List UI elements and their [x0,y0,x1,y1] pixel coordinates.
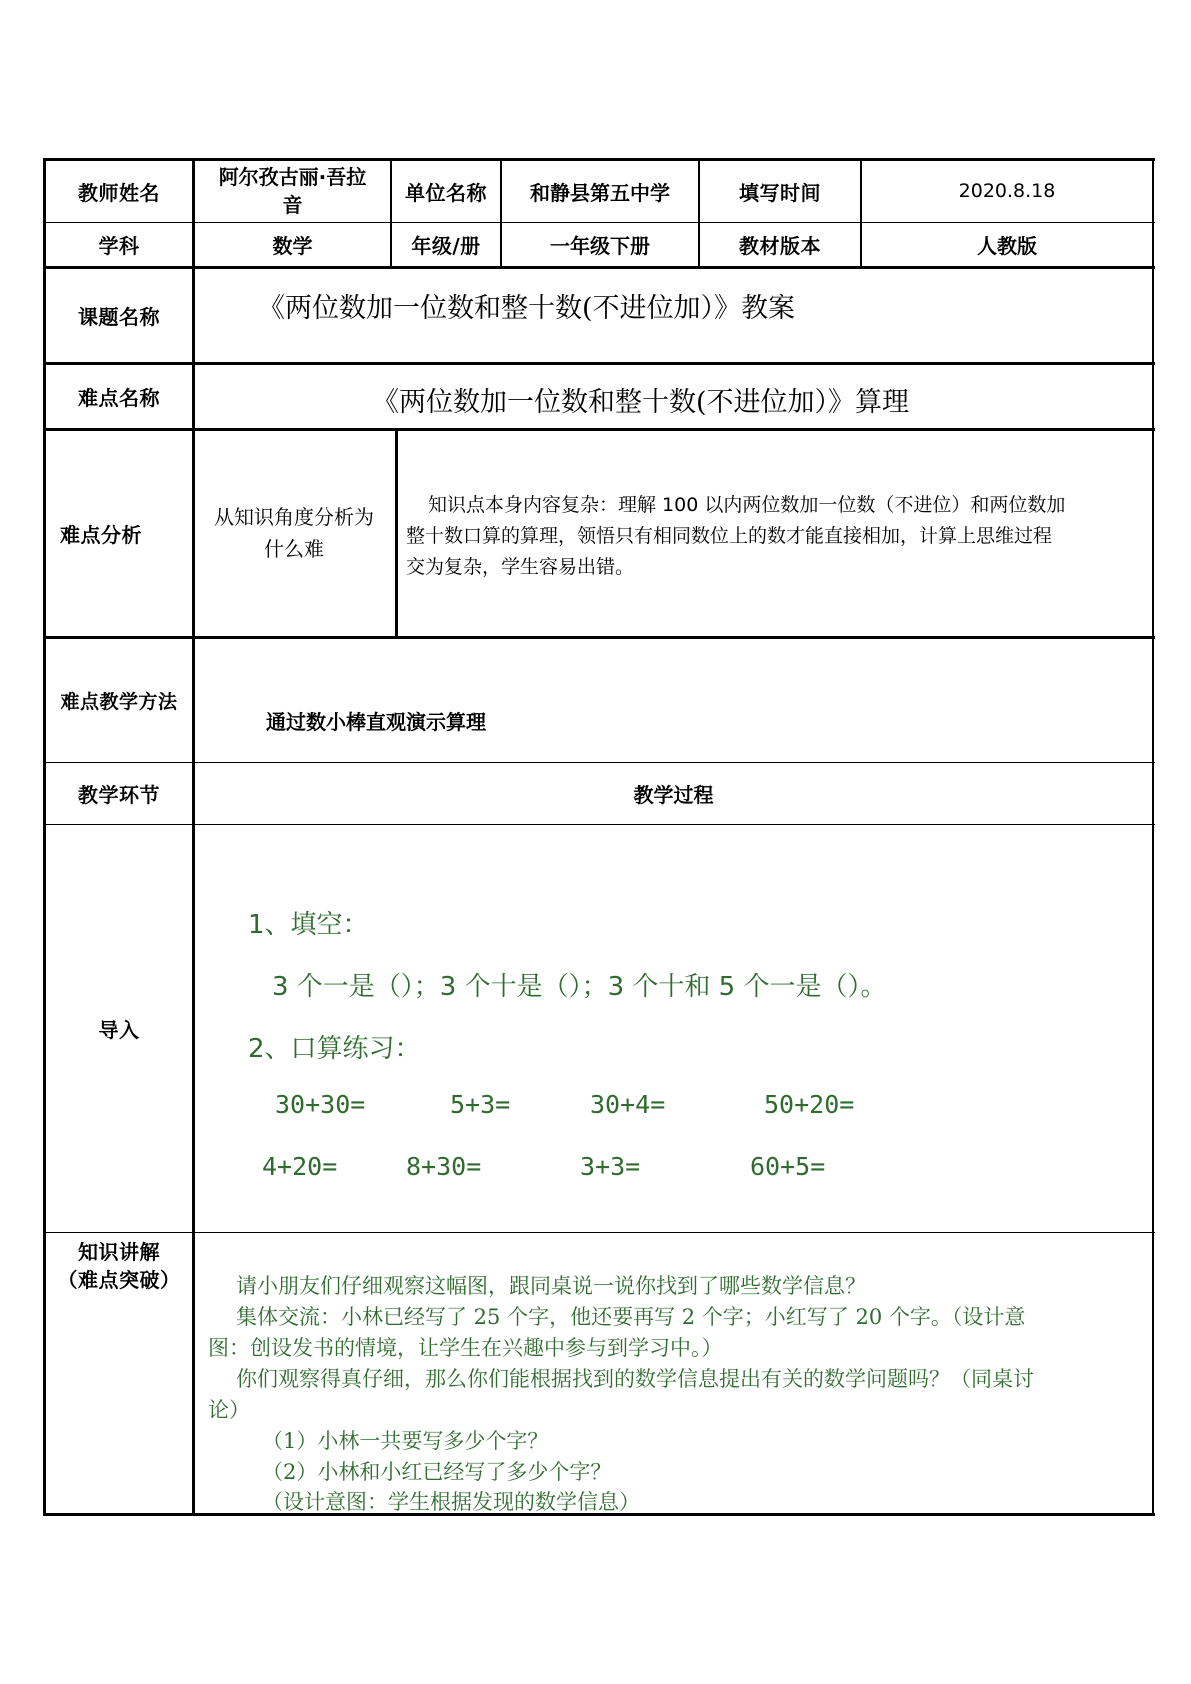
method-label: 难点教学方法 [60,690,178,713]
knowledge-line: （1）小林一共要写多少个字？ [262,1429,549,1453]
analysis-label: 难点分析 [60,522,142,547]
intro-q2-title: 2、口算练习： [248,1034,421,1064]
date-value: 2020.8.18 [958,180,1056,202]
row-divider [43,266,1155,269]
intro-q1-title: 1、填空： [248,910,369,940]
analysis-text-line3: 交为复杂，学生容易出错。 [406,556,635,578]
knowledge-label [46,1236,192,1296]
knowledge-label-line2: （难点突破） [57,1268,181,1292]
knowledge-line: 集体交流：小林已经写了 25 个字，他还要再写 2 个字；小红写了 20 个字。（设计意 [236,1305,1026,1329]
label-column-divider [192,158,195,1515]
analysis-col-divider [395,428,398,636]
date-label: 填写时间 [739,180,821,205]
oral-problem: 30+4= [590,1090,666,1119]
intro-label: 导入 [98,1018,140,1042]
edition-label: 教材版本 [739,234,821,258]
topic-value: 《两位数加一位数和整十数(不进位加）》教案 [258,293,796,324]
process-label: 教学环节 [78,783,160,807]
process-value: 教学过程 [633,783,714,807]
topic-label: 课题名称 [78,304,160,329]
knowledge-line: 图：创设发书的情境，让学生在兴趣中参与到学习中。） [208,1336,723,1360]
row-divider [43,362,1155,365]
intro-q1-text: 3 个一是（）；3 个十是（）；3 个十和 5 个一是（）。 [272,972,887,1002]
knowledge-line: 论） [208,1398,250,1422]
subject-label: 学科 [98,234,140,258]
row-divider [43,1232,1155,1233]
teacher-name-line2: 音 [282,193,303,217]
grade-value: 一年级下册 [550,234,650,258]
oral-problem: 3+3= [580,1152,641,1181]
subject-value: 数学 [272,234,313,258]
unit-value: 和静县第五中学 [530,180,670,205]
method-value: 通过数小棒直观演示算理 [266,710,486,734]
row-divider [43,824,1155,825]
oral-problem: 8+30= [406,1152,482,1181]
oral-problem: 50+20= [764,1090,855,1119]
oral-problem: 5+3= [450,1090,511,1119]
knowledge-line: 你们观察得真仔细，那么你们能根据找到的数学信息提出有关的数学问题吗？（同桌讨 [236,1367,1034,1391]
knowledge-line: （设计意图：学生根据发现的数学信息） [262,1490,640,1514]
knowledge-line: 请小朋友们仔细观察这幅图，跟同桌说一说你找到了哪些数学信息？ [236,1274,866,1298]
teacher-name-line1: 阿尔孜古丽·吾拉 [218,165,367,189]
teacher-name-value [195,160,390,222]
oral-problem: 4+20= [262,1152,338,1181]
knowledge-label-line1: 知识讲解 [78,1240,160,1264]
difficulty-value: 《两位数加一位数和整十数(不进位加）》算理 [372,387,910,418]
edition-value: 人教版 [977,234,1037,258]
analysis-sub-label-line1: 从知识角度分析为 [214,505,374,529]
grade-label: 年级/册 [411,234,481,258]
teacher-name-label: 教师姓名 [78,180,160,205]
knowledge-line: （2）小林和小红已经写了多少个字？ [262,1460,612,1484]
unit-label: 单位名称 [405,180,487,205]
analysis-sub-label-line2: 什么难 [264,537,324,561]
row-divider [43,636,1155,639]
table-right-border [1152,158,1154,1515]
analysis-text-line2: 整十数口算的算理，领悟只有相同数位上的数才能直接相加，计算上思维过程 [406,525,1053,547]
oral-problem: 30+30= [275,1090,366,1119]
difficulty-label: 难点名称 [78,385,160,410]
analysis-text-line1: 知识点本身内容复杂：理解 100 以内两位数加一位数（不进位）和两位数加 [428,494,1066,516]
analysis-sub-label [195,430,393,636]
oral-problem: 60+5= [750,1152,826,1181]
